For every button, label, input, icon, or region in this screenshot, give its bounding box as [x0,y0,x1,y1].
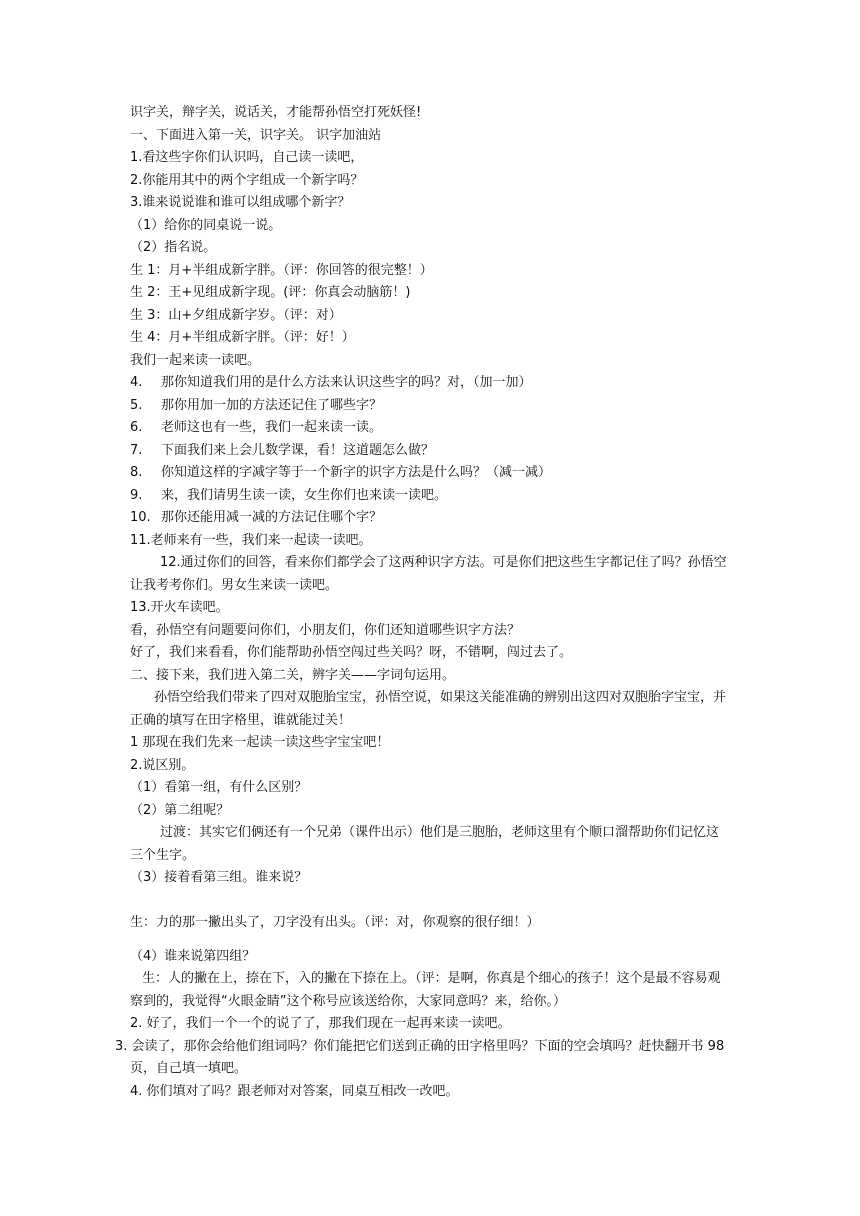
list-item-text: 来，我们请男生读一读，女生你们也来读一读吧。 [161,487,448,503]
list-number: 6. [130,420,143,435]
list-item-text: 老师这也有一些，我们一起来读一读。 [161,420,383,435]
intro-line: 识字关，辩字关，说话关，才能帮孙悟空打死妖怪! [130,105,422,120]
list-number: 9. [130,487,143,503]
question-line: 看，孙悟空有问题要问你们，小朋友们，你们还知道哪些识字方法？ [130,622,521,638]
student-answer-4: 生 4：月+半组成新字胖。（评：好！） [130,330,355,345]
part2-step-3: 3. 会读了，那你会给他们组词吗？你们能把它们送到正确的田字格里吗？下面的空会填吗？赶快翻开书 98 页，自己填一填吧。 [115,1038,725,1076]
twins-intro: 孙悟空给我们带来了四对双胞胎宝宝，孙悟空说，如果这关能准确的辨别出这四对双胞胎字宝宝，并正确的填写在田字格里，谁就能过关！ [130,690,727,728]
transition-line: 过渡：其实它们俩还有一个兄弟（课件出示）他们是三胞胎，老师这里有个顺口溜帮助你们记忆这三个生字。 [130,825,720,863]
step-13: 13.开火车读吧。 [130,600,229,615]
list-item-text: 你知道这样的字减字等于一个新字的识字方法是什么吗？（减一减） [161,465,552,480]
numbered-item-8 [130,462,730,485]
numbered-item-10 [130,507,730,530]
list-number: 7. [130,442,143,458]
group-3: （3）接着看第三组。谁来说？ [130,870,308,885]
part2-step-4: 4. 你们填对了吗？跟老师对对答案，同桌互相改一改吧。 [130,1083,459,1099]
student-answer-group-4: 生：人的撇在上，捺在下，入的撇在下捺在上。（评：是啊，你真是个细心的孩子！这个是最不容易观察到的，我觉得“火眼金睛”这个称号应该送给你，大家同意吗？来，给你。） [130,971,721,1009]
numbered-item-5 [130,395,730,418]
list-number: 8. [130,465,143,480]
step-3: 3.谁来说说谁和谁可以组成哪个新字？ [130,195,351,210]
numbered-item-7 [130,440,730,463]
step-11: 11.老师来有一些，我们来一起读一读吧。 [130,532,372,548]
student-answer-2: 生 2：王+见组成新字现。(评：你真会动脑筋！) [130,285,411,300]
student-answer-group-3: 生：力的那一撇出头了，刀字没有出头。（评：对，你观察的很仔细！） [130,915,540,930]
numbered-item-4 [130,372,730,395]
list-item-text: 那你还能用减一减的方法记住哪个字？ [161,510,383,525]
numbered-item-6 [130,417,730,440]
group-1: （1）看第一组，有什么区别？ [130,780,308,795]
group-4: （4）谁来说第四组？ [130,948,256,964]
sub-step-2: （2）指名说。 [130,240,217,255]
list-number: 4. [130,375,143,390]
section-heading-1: 一、下面进入第一关，识字关。 识字加油站 [130,127,382,143]
list-number: 10. [130,510,151,525]
list-item-text: 那你知道我们用的是什么方法来认识这些字的吗？对，（加一加） [161,375,532,390]
list-item-text: 那你用加一加的方法还记住了哪些字？ [161,397,383,413]
part2-step-1: 1 那现在我们先来一起读一读这些字宝宝吧！ [130,735,390,750]
blank-line [130,890,730,913]
step-2: 2.你能用其中的两个字组成一个新字吗？ [130,172,364,188]
student-answer-3: 生 3：山+夕组成新字岁。（评：对） [130,307,342,323]
document-body [115,102,730,1103]
pass-line: 好了，我们来看看，你们能帮助孙悟空闯过些关吗？呀，不错啊，闯过去了。 [130,645,573,660]
part2-step-2b: 2. 好了，我们一个一个的说了了，那我们现在一起再来读一读吧。 [130,1016,511,1031]
numbered-item-9 [130,485,730,508]
step-1: 1.看这些字你们认识吗，自己读一读吧， [130,150,364,165]
step-12: 12.通过你们的回答，看来你们都学会了这两种识字方法。可是你们把这些生字都记住了吗？孙悟空让我考考你们。男女生来读一读吧。 [130,555,727,593]
list-item-text: 下面我们来上会儿数学课，看！这道题怎么做？ [161,442,435,458]
read-together-line: 我们一起来读一读吧。 [130,352,261,368]
list-number: 5. [130,397,143,413]
section-heading-2: 二、接下来，我们进入第二关，辨字关——字词句运用。 [130,667,456,683]
group-2: （2）第二组呢？ [130,802,230,818]
sub-step-1: （1）给你的同桌说一说。 [130,217,282,233]
student-answer-1: 生 1：月+半组成新字胖。（评：你回答的很完整！） [130,262,433,278]
part2-step-2: 2.说区别。 [130,757,195,773]
